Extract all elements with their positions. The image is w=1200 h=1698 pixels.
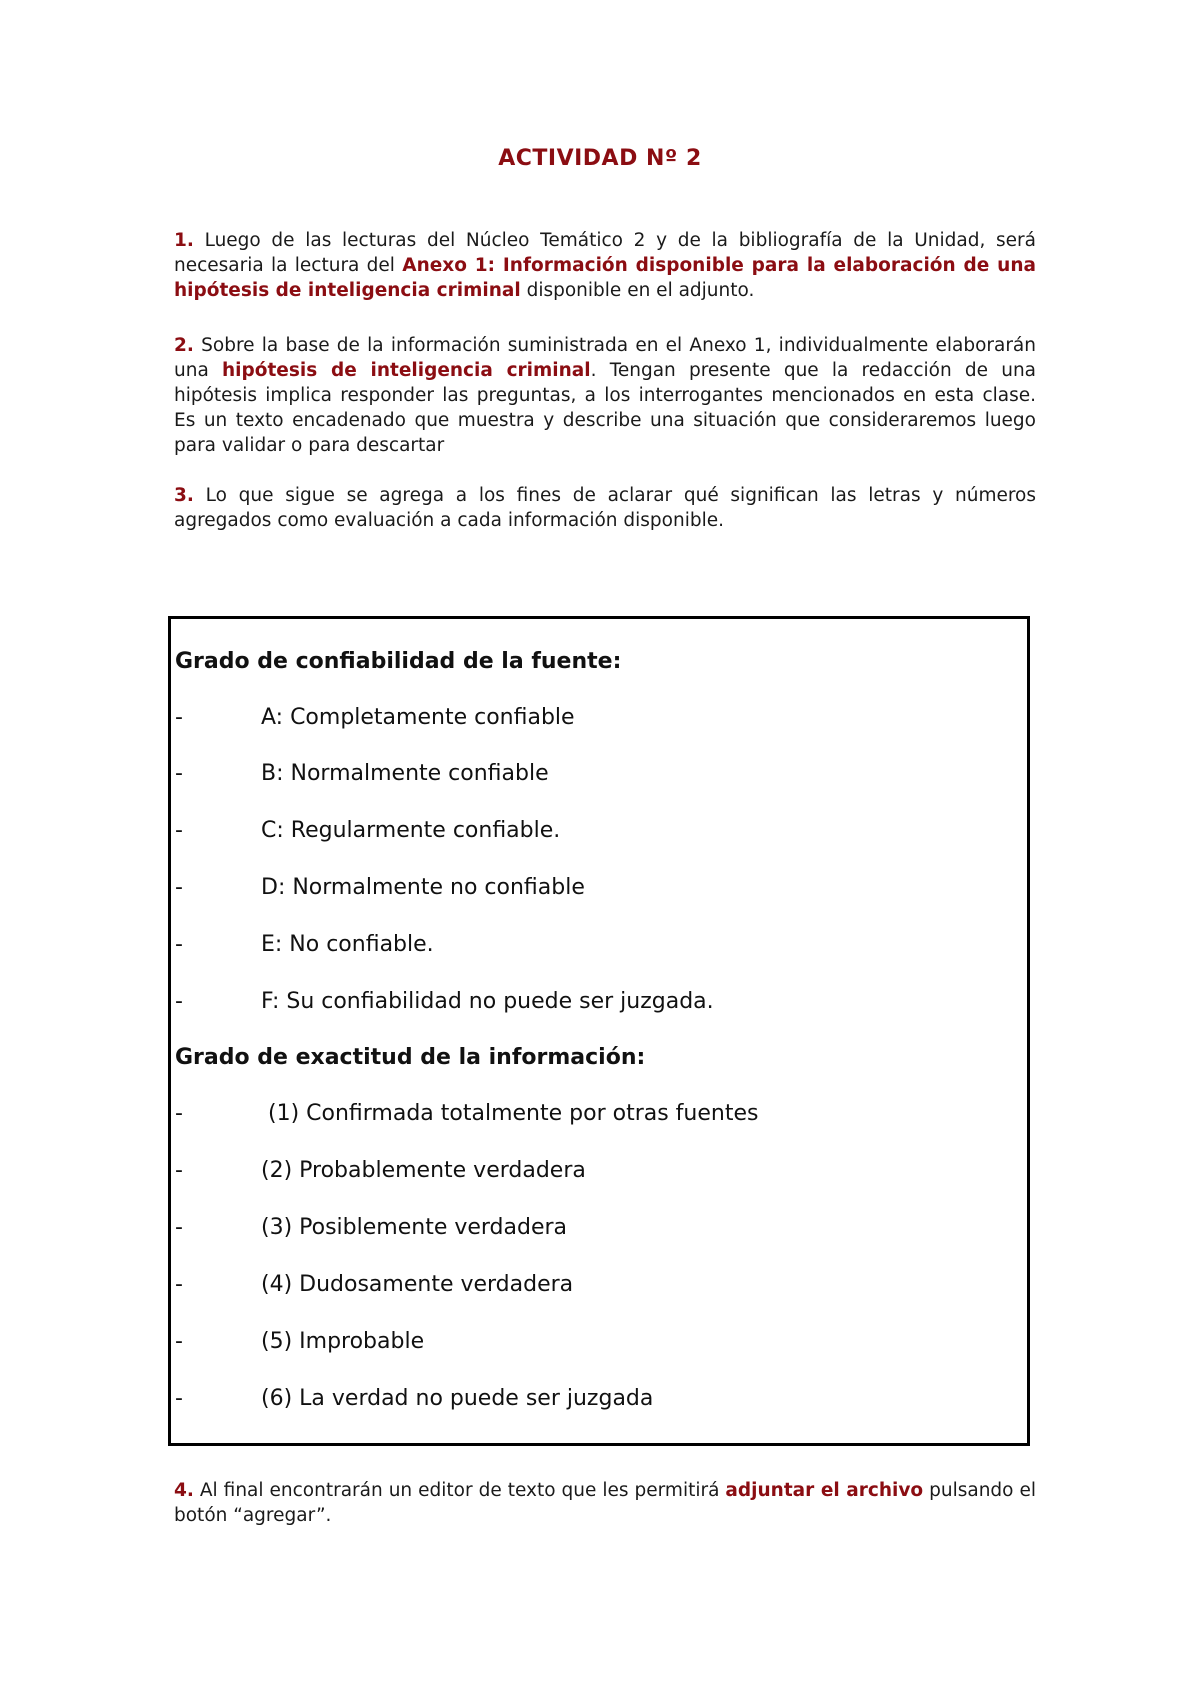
list-dash: - [175, 705, 183, 730]
list-dash: - [175, 1386, 183, 1411]
accuracy-item: - (3) Posiblemente verdadera [175, 1215, 568, 1240]
item-number: 4. [174, 1480, 194, 1501]
hypothesis-emphasis: hipótesis de inteligencia criminal [221, 360, 591, 381]
reliability-item: - A: Completamente confiable [175, 705, 575, 730]
list-dash: - [175, 761, 183, 786]
paragraph-3 [174, 483, 1036, 533]
annex-reference: Anexo 1: Información disponible para la elaboración de una hipótesis de inteligencia criminal [174, 255, 1036, 301]
reliability-item: - F: Su confiabilidad no puede ser juzgada. [175, 989, 714, 1014]
reliability-item: - B: Normalmente confiable [175, 761, 549, 786]
accuracy-item: - (2) Probablemente verdadera [175, 1158, 586, 1183]
paragraph-text: . Tengan presente que la redacción de una hipótesis implica responder las preguntas, a los interrogantes mencionados en esta clase. Es un texto encadenado que muestra y describe una situación que consideraremos luego para validar o para descartar [174, 360, 1037, 456]
list-dash: - [175, 1158, 183, 1183]
list-dash: - [175, 1101, 183, 1126]
list-dash: - [175, 875, 183, 900]
evaluation-box [168, 616, 1030, 1446]
paragraph-text: Sobre la base de la información suministrada en el Anexo 1, individualmente elaborarán una [174, 335, 1036, 381]
paragraph-text: Al final encontrarán un editor de texto que les permitirá [193, 1480, 726, 1501]
list-dash: - [175, 932, 183, 957]
accuracy-item: - (5) Improbable [175, 1329, 425, 1354]
attach-file-emphasis: adjuntar el archivo [725, 1480, 924, 1501]
accuracy-heading: Grado de exactitud de la información: [175, 1045, 646, 1070]
paragraph-1 [174, 228, 1036, 303]
reliability-item: - C: Regularmente confiable. [175, 818, 561, 843]
accuracy-item: - (1) Confirmada totalmente por otras fuentes [175, 1101, 759, 1126]
item-number: 3. [174, 485, 194, 506]
item-number: 1. [174, 230, 194, 251]
accuracy-item: - (4) Dudosamente verdadera [175, 1272, 574, 1297]
reliability-item: - D: Normalmente no confiable [175, 875, 585, 900]
paragraph-text: pulsando el botón “agregar”. [174, 1480, 1036, 1526]
list-dash: - [175, 1215, 183, 1240]
list-dash: - [175, 1329, 183, 1354]
reliability-heading: Grado de confiabilidad de la fuente: [175, 649, 622, 674]
paragraph-4 [174, 1478, 1036, 1528]
item-number: 2. [174, 335, 194, 356]
list-dash: - [175, 1272, 183, 1297]
paragraph-2 [174, 333, 1036, 458]
list-dash: - [175, 989, 183, 1014]
paragraph-text: Luego de las lecturas del Núcleo Temático 2 y de la bibliografía de la Unidad, será necesaria la lectura del [174, 230, 1036, 276]
list-dash: - [175, 818, 183, 843]
paragraph-text: Lo que sigue se agrega a los fines de aclarar qué significan las letras y números agregados como evaluación a cada información disponible. [174, 485, 1036, 531]
paragraph-text: disponible en el adjunto. [520, 280, 755, 301]
reliability-item: - E: No confiable. [175, 932, 434, 957]
accuracy-item: - (6) La verdad no puede ser juzgada [175, 1386, 654, 1411]
page-title: ACTIVIDAD Nº 2 [498, 146, 702, 171]
